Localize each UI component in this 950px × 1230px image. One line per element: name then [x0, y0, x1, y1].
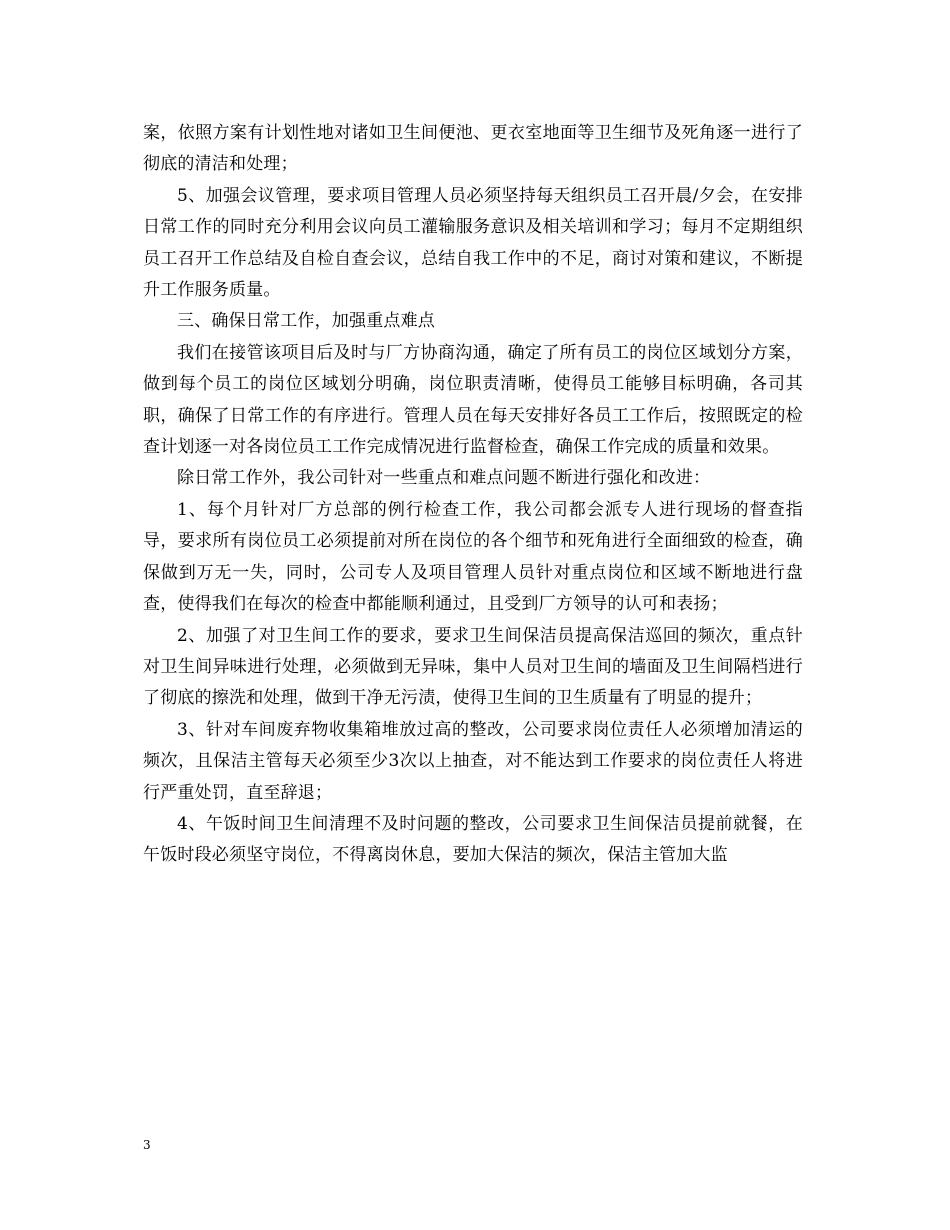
paragraph-4: 我们在接管该项目后及时与厂方协商沟通，确定了所有员工的岗位区域划分方案，做到每个员工的岗位区域划分明确，岗位职责清晰，使得员工能够目标明确，各司其职，确保了日常工作的有序进行。管理人员在每天安排好各员工工作后，按照既定的检查计划逐一对各岗位员工工作完成情况进行监督检查，确保工作完成的质量和效果。	[143, 342, 803, 458]
paragraph-9: 4、午饭时间卫生间清理不及时问题的整改，公司要求卫生间保洁员提前就餐，在午饭时段必须坚守岗位，不得离岗休息，要加大保洁的频次，保洁主管加大监	[143, 813, 803, 866]
paragraph-1: 案，依照方案有计划性地对诸如卫生间便池、更衣室地面等卫生细节及死角逐一进行了彻底的清洁和处理；	[143, 123, 803, 175]
paragraph-2: 5、加强会议管理，要求项目管理人员必须坚持每天组织员工召开晨/夕会，在安排日常工作的同时充分利用会议向员工灌输服务意识及相关培训和学习；每月不定期组织员工召开工作总结及自检自查会议，总结自我工作中的不足，商讨对策和建议，不断提升工作服务质量。	[143, 185, 803, 301]
paragraph-8: 3、针对车间废弃物收集箱堆放过高的整改，公司要求岗位责任人必须增加清运的频次，且保洁主管每天必须至少3次以上抽查，对不能达到工作要求的岗位责任人将进行严重处罚，直至辞退；	[143, 719, 803, 803]
document-body	[143, 118, 803, 872]
section-heading: 三、确保日常工作，加强重点难点	[177, 311, 435, 332]
paragraph-7: 2、加强了对卫生间工作的要求，要求卫生间保洁员提高保洁巡回的频次，重点针对卫生间异味进行处理，必须做到无异味，集中人员对卫生间的墙面及卫生间隔档进行了彻底的擦洗和处理，做到干净无污渍，使得卫生间的卫生质量有了明显的提升；	[143, 625, 803, 709]
paragraph-5: 除日常工作外，我公司针对一些重点和难点问题不断进行强化和改进：	[177, 468, 711, 489]
page-number: 3	[143, 1138, 151, 1152]
paragraph-6: 1、每个月针对厂方总部的例行检查工作，我公司都会派专人进行现场的督查指导，要求所有岗位员工必须提前对所在岗位的各个细节和死角进行全面细致的检查，确保做到万无一失，同时，公司专人及项目管理人员针对重点岗位和区域不断地进行盘查，使得我们在每次的检查中都能顺利通过，且受到厂方领导的认可和表扬；	[143, 499, 803, 615]
